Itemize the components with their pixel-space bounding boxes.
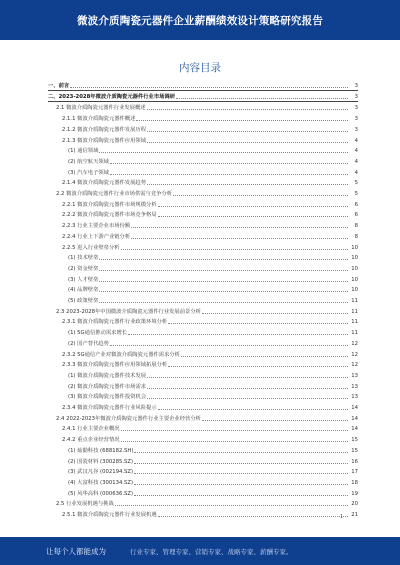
toc-entry[interactable]	[48, 435, 358, 444]
toc-entry-page: 10	[351, 255, 358, 262]
toc-entry[interactable]	[48, 339, 358, 348]
toc-entry-label: (4) 大富科技 (300134.SZ)	[68, 479, 134, 486]
toc-dot-leader	[134, 452, 348, 453]
toc-dot-leader	[158, 516, 348, 517]
toc-entry[interactable]	[48, 210, 358, 219]
toc-entry-label: 2.2.5 进入行业壁垒分析	[62, 244, 120, 251]
toc-entry-page: 3	[354, 116, 358, 123]
toc-dot-leader	[115, 505, 348, 506]
toc-entry-page: 4	[354, 158, 358, 165]
toc-entry-page: 12	[351, 351, 358, 358]
toc-dot-leader	[128, 334, 348, 335]
toc-entry[interactable]	[48, 125, 358, 134]
toc-entry-page: 8	[354, 223, 358, 230]
toc-entry-page: 15	[351, 437, 358, 444]
toc-dot-leader	[158, 409, 348, 410]
toc-entry-label: (5) 风华高科 (000636.SZ)	[68, 490, 134, 497]
toc-entry-label: 2.1.3 微波介质陶瓷元器件应用领域	[62, 137, 147, 144]
toc-entry[interactable]	[48, 328, 358, 337]
toc-entry[interactable]	[48, 82, 358, 91]
toc-entry[interactable]	[48, 264, 358, 273]
toc-entry-page: 11	[351, 330, 358, 337]
toc-entry-page: 13	[351, 372, 358, 379]
toc-entry-label: 2.4.2 重点企业经营情况	[62, 437, 120, 444]
toc-entry[interactable]	[48, 232, 358, 241]
toc-entry-label: 一、前言	[48, 83, 70, 89]
toc-entry[interactable]	[48, 157, 358, 166]
report-title: 微波介质陶瓷元器件企业薪酬绩效设计策略研究报告	[76, 14, 324, 27]
toc-entry-label: 2.1.2 微波介质陶瓷元器件发展历程	[62, 126, 147, 133]
toc-entry-page: 3	[354, 83, 358, 89]
toc-entry[interactable]	[48, 457, 358, 466]
toc-entry[interactable]	[48, 446, 358, 455]
toc-entry[interactable]	[48, 275, 358, 284]
toc-entry-page: 11	[351, 298, 358, 304]
toc-entry-page: 11	[351, 319, 358, 326]
toc-entry[interactable]	[48, 317, 358, 326]
toc-entry-label: (2) 国产替代趋势	[68, 340, 109, 347]
toc-dot-leader	[147, 142, 348, 143]
toc-entry-label: 2.2.1 微波介质陶瓷元器件市场规模分析	[62, 201, 157, 208]
toc-entry[interactable]	[48, 103, 358, 112]
toc-entry-page: 17	[351, 469, 358, 476]
toc-entry[interactable]	[48, 307, 358, 316]
toc-entry[interactable]	[48, 285, 358, 294]
toc-dot-leader	[99, 291, 348, 292]
footer-tagline: 行业专家、管理专家、营销专家、战略专家、薪酬专家。	[130, 547, 293, 556]
toc-dot-leader	[202, 313, 348, 314]
toc-dot-leader	[147, 109, 348, 110]
header-banner	[0, 0, 400, 40]
toc-entry[interactable]	[48, 499, 358, 508]
toc-dot-leader	[131, 238, 348, 239]
toc-entry-label: 二、2023-2028年微波介质陶瓷元器件行业市场调研	[48, 93, 176, 100]
toc-entry-page: 3	[354, 93, 358, 100]
toc-entry[interactable]	[48, 489, 358, 498]
toc-entry[interactable]	[48, 403, 358, 412]
toc-entry-label: 2.5 行业发展机遇与挑战	[56, 501, 114, 508]
toc-dot-leader	[99, 152, 348, 153]
page-number: 1	[340, 514, 344, 520]
toc-entry-page: 4	[354, 169, 358, 176]
toc-entry-page: 3	[354, 126, 358, 133]
toc-dot-leader	[147, 131, 348, 132]
toc-entry[interactable]	[48, 114, 358, 123]
toc-entry[interactable]	[48, 296, 358, 305]
toc-entry-page: 10	[351, 276, 358, 283]
toc-entry[interactable]	[48, 467, 358, 476]
toc-entry-label: 2.2.2 微波介质陶瓷元器件市场竞争格局	[62, 212, 157, 219]
toc-dot-leader	[99, 270, 348, 271]
toc-entry-page: 10	[351, 265, 358, 272]
toc-entry-page: 5	[354, 180, 358, 187]
toc-entry[interactable]	[48, 200, 358, 209]
toc-entry[interactable]	[48, 478, 358, 487]
toc-entry[interactable]	[48, 243, 358, 252]
toc-entry-label: (4) 品牌壁垒	[68, 287, 99, 294]
toc-entry-label: (1) 通信领域	[68, 148, 99, 155]
toc-entry-label: (2) 航空航天领域	[68, 158, 109, 165]
toc-entry-label: 2.1.1 微波介质陶瓷元器件概述	[62, 116, 136, 123]
toc-entry-page: 14	[351, 426, 358, 433]
toc-entry[interactable]	[48, 350, 358, 359]
toc-page	[48, 82, 358, 528]
toc-entry-label: 2.3.1 微波介质陶瓷元器件行业政策环境分析	[62, 319, 168, 326]
toc-dot-leader	[176, 98, 348, 99]
toc-dot-leader	[134, 463, 348, 464]
toc-entry-label: 2.1.4 微波介质陶瓷元器件发展趋势	[62, 180, 147, 187]
toc-entry-page: 10	[351, 287, 358, 294]
toc-dot-leader	[181, 356, 348, 357]
toc-entry[interactable]	[48, 221, 358, 230]
toc-entry-label: (1) 5G通信推动需求增长	[68, 330, 128, 337]
toc-dot-leader	[134, 473, 348, 474]
toc-entry[interactable]	[48, 382, 358, 391]
toc-dot-leader	[173, 195, 348, 196]
toc-entry-page: 5	[354, 191, 358, 197]
toc-dot-leader	[99, 259, 348, 260]
toc-entry[interactable]	[48, 178, 358, 187]
toc-entry-label: 2.4 2022-2023年微波介质陶瓷元器件行业主要企业经营分析	[56, 415, 201, 422]
toc-entry-page: 13	[351, 383, 358, 390]
toc-dot-leader	[99, 302, 348, 303]
toc-entry-page: 6	[354, 212, 358, 219]
toc-entry-page: 12	[351, 362, 358, 369]
toc-entry-page: 6	[354, 201, 358, 208]
toc-entry-page: 16	[351, 458, 358, 465]
toc-entry[interactable]	[48, 392, 358, 401]
toc-entry-page: 4	[354, 137, 358, 144]
toc-entry-page: 14	[351, 405, 358, 411]
toc-entry[interactable]	[48, 360, 358, 369]
toc-dot-leader	[110, 163, 348, 164]
footer-slogan: 让每个人都能成为	[46, 546, 106, 556]
toc-entry-label: 2.5.1 微波介质陶瓷元器件行业发展机遇	[62, 512, 157, 518]
toc-entry-page: 11	[351, 308, 358, 315]
toc-entry[interactable]	[48, 414, 358, 423]
toc-entry-label: 2.2.3 行业主要企业市场份额	[62, 223, 131, 230]
toc-entry-label: (3) 微波介质陶瓷元器件投资机会	[68, 394, 147, 401]
toc-dot-leader	[134, 495, 348, 496]
toc-entry-page: 18	[351, 479, 358, 486]
toc-entry[interactable]	[48, 510, 358, 519]
toc-entry[interactable]	[48, 146, 358, 155]
toc-heading: 内容目录	[179, 62, 221, 74]
toc-entry-label: (3) 汽车电子领域	[68, 169, 109, 176]
toc-dot-leader	[121, 441, 348, 442]
toc-entry-label: (1) 技术壁垒	[68, 255, 99, 262]
toc-entry-page: 10	[351, 244, 358, 251]
toc-entry-page: 12	[351, 340, 358, 347]
toc-dot-leader	[168, 366, 348, 367]
toc-entry-label: 2.2 微波介质陶瓷元器件行业市场供需与竞争分析	[56, 191, 173, 197]
toc-entry[interactable]	[48, 168, 358, 177]
toc-dot-leader	[121, 430, 348, 431]
toc-dot-leader	[158, 216, 348, 217]
toc-entry[interactable]	[48, 136, 358, 145]
toc-dot-leader	[147, 377, 348, 378]
toc-dot-leader	[70, 87, 348, 88]
toc-entry-page: 13	[351, 394, 358, 401]
toc-entry-label: (2) 微波介质陶瓷元器件市场需求	[68, 383, 147, 390]
toc-entry-label: 2.3.2 5G通信产业对微波介质陶瓷元器件需求分析	[62, 351, 180, 358]
toc-entry-page: 19	[351, 490, 358, 497]
toc-entry-label: 2.4.1 行业主要企业概况	[62, 426, 120, 433]
toc-entry-page: 15	[351, 447, 358, 454]
toc-dot-leader	[168, 323, 348, 324]
toc-entry-label: (3) 人才壁垒	[68, 276, 99, 283]
toc-dot-leader	[99, 281, 348, 282]
toc-entry-label: 2.2.4 行业上下游产业链分析	[62, 233, 131, 240]
toc-entry[interactable]	[48, 93, 358, 102]
toc-entry-label: (1) 微波介质陶瓷元器件技术发展	[68, 372, 147, 379]
toc-entry-page: 14	[351, 415, 358, 422]
toc-dot-leader	[202, 420, 348, 421]
toc-entry-label: 2.3.3 微波介质陶瓷元器件应用领域拓展分析	[62, 362, 168, 369]
toc-entry-label: (2) 资金壁垒	[68, 265, 99, 272]
toc-dot-leader	[147, 388, 348, 389]
toc-entry-page: 4	[354, 148, 358, 155]
toc-dot-leader	[158, 206, 348, 207]
toc-dot-leader	[131, 227, 348, 228]
toc-entry-page: 3	[354, 105, 358, 112]
toc-dot-leader	[147, 184, 348, 185]
toc-entry-label: 2.3.4 微波介质陶瓷元器件行业风险提示	[62, 405, 157, 411]
toc-entry[interactable]	[48, 189, 358, 198]
toc-entry-label: (3) 武汉凡谷 (002194.SZ)	[68, 469, 134, 476]
toc-entry-label: 2.3 2023-2028年中国微波介质陶瓷元器件行业发展前景分析	[56, 308, 201, 315]
toc-entry[interactable]	[48, 371, 358, 380]
toc-entry-label: (2) 国瓷材料 (300285.SZ)	[68, 458, 134, 465]
toc-entry-page: 8	[354, 233, 358, 240]
toc-entry-label: 2.1 微波介质陶瓷元器件行业发展概述	[56, 105, 146, 112]
toc-entry[interactable]	[48, 253, 358, 262]
toc-dot-leader	[110, 174, 348, 175]
toc-entry[interactable]	[48, 424, 358, 433]
toc-entry-page: 21	[351, 512, 358, 518]
toc-dot-leader	[121, 249, 348, 250]
toc-entry-label: (5) 政策壁垒	[68, 298, 99, 304]
toc-dot-leader	[147, 398, 348, 399]
toc-entry-label: (1) 灿勤科技 (688182.SH)	[68, 447, 134, 454]
toc-dot-leader	[134, 484, 348, 485]
footer-banner	[0, 537, 400, 565]
toc-dot-leader	[110, 345, 348, 346]
toc-dot-leader	[136, 120, 348, 121]
toc-entry-page: 20	[351, 501, 358, 508]
